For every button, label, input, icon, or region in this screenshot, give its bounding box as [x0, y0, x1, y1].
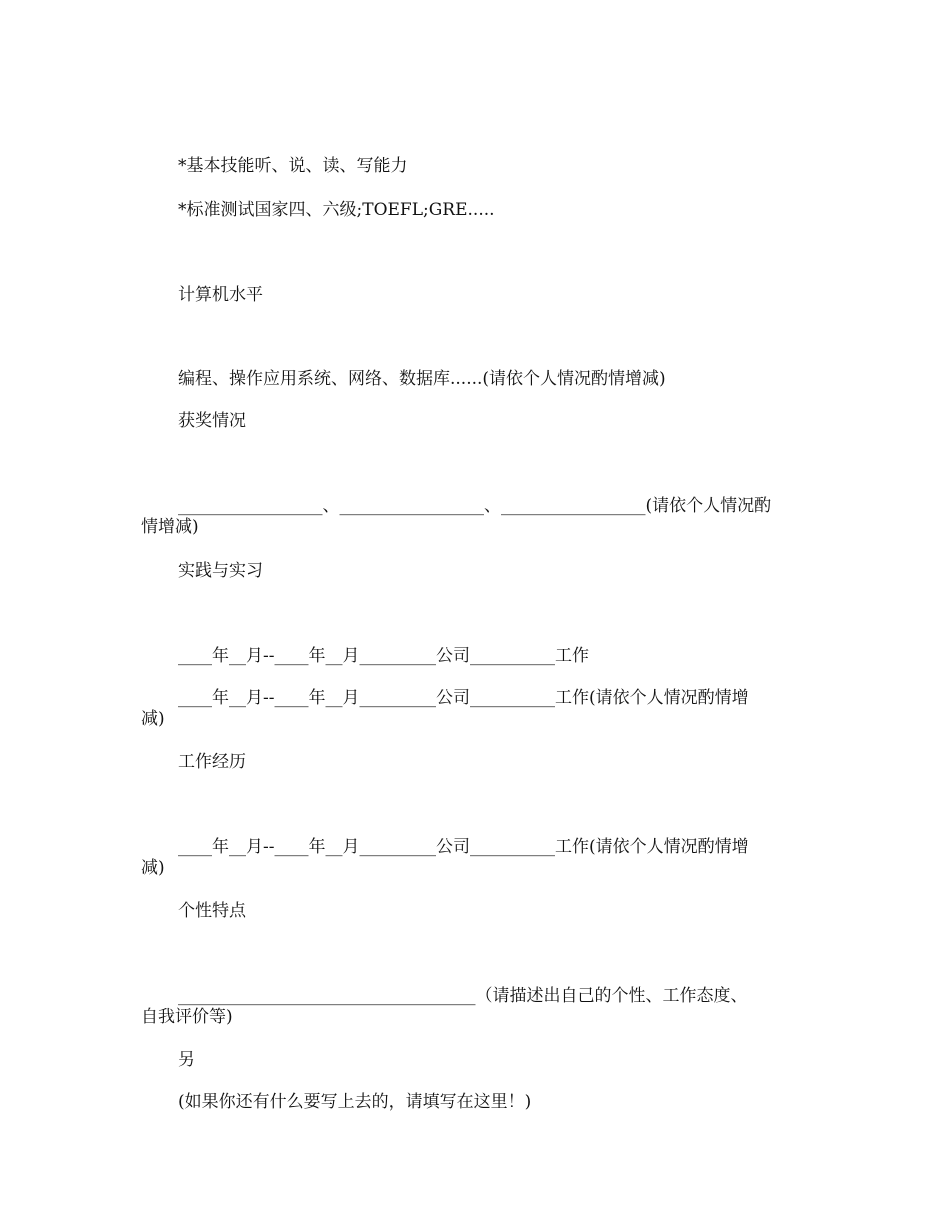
work-entry-1-wrap: 减): [141, 858, 165, 878]
other-heading: 另: [178, 1050, 195, 1070]
awards-fill-line-wrap: 情增减): [141, 517, 199, 537]
awards-heading: 获奖情况: [178, 411, 246, 431]
computer-heading: 计算机水平: [178, 285, 263, 305]
practice-heading: 实践与实习: [178, 561, 263, 581]
practice-entry-1: ____年__月--____年__月_________公司__________工作: [178, 646, 589, 666]
basic-skills-line: *基本技能听、说、读、写能力: [178, 156, 408, 176]
personality-fill-line-wrap: 自我评价等): [141, 1007, 233, 1027]
personality-fill-line: ___________________________________（请描述出自己的个性、工作态度、: [178, 986, 748, 1006]
standard-tests-line: *标准测试国家四、六级;TOEFL;GRE.....: [178, 200, 495, 220]
personality-heading: 个性特点: [178, 901, 246, 921]
awards-fill-line: _________________、_________________、_________________(请依个人情况酌: [178, 496, 772, 516]
practice-entry-2-wrap: 减): [141, 709, 165, 729]
other-note: (如果你还有什么要写上去的，请填写在这里！): [178, 1092, 532, 1112]
work-entry-1: ____年__月--____年__月_________公司__________工作(请依个人情况酌情增: [178, 837, 749, 857]
work-heading: 工作经历: [178, 752, 246, 772]
practice-entry-2: ____年__月--____年__月_________公司__________工作(请依个人情况酌情增: [178, 688, 749, 708]
computer-description: 编程、操作应用系统、网络、数据库......(请依个人情况酌情增减): [178, 369, 666, 389]
